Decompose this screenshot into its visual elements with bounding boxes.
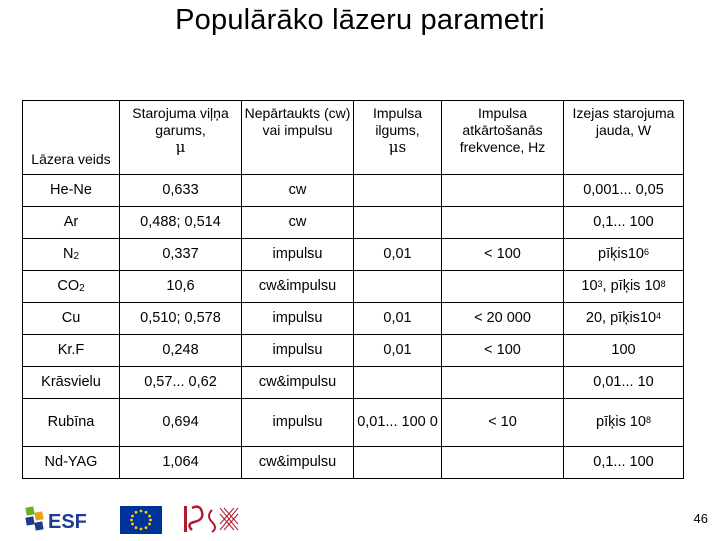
cell-mode: cw — [242, 175, 354, 207]
cell-frequency: < 10 — [442, 399, 564, 447]
cell-type: Ar — [23, 207, 120, 239]
header-laser-type: Lāzera veids — [23, 101, 120, 175]
cell-duration: 0,01... 100 0 — [354, 399, 442, 447]
power-rest: , pīķis 10 — [602, 278, 661, 294]
cell-power: 0,1... 100 — [564, 207, 684, 239]
cell-power — [564, 399, 684, 447]
institution-logo-icon — [180, 502, 242, 536]
cell-duration — [354, 175, 442, 207]
esf-logo — [22, 504, 102, 539]
formula-main: CO — [57, 278, 80, 294]
cell-power — [564, 271, 684, 303]
formula-subscript: 2 — [73, 251, 80, 262]
table-row — [23, 207, 684, 239]
power-exponent: 4 — [656, 311, 662, 321]
eu-flag-logo — [120, 506, 162, 539]
cell-duration: 0,01 — [354, 303, 442, 335]
cell-mode: cw&impulsu — [242, 447, 354, 479]
table-row — [23, 175, 684, 207]
cell-frequency — [442, 175, 564, 207]
table-header-row — [23, 101, 684, 175]
cell-mode: cw — [242, 207, 354, 239]
table-row — [23, 447, 684, 479]
cell-mode: impulsu — [242, 239, 354, 271]
header-power: Izejas starojuma jauda, W — [564, 101, 684, 175]
cell-power: 0,001... 0,05 — [564, 175, 684, 207]
header-duration-label: Impulsa ilgums, — [372, 105, 423, 138]
power-exponent: 3 — [597, 279, 603, 289]
cell-mode: impulsu — [242, 303, 354, 335]
table-row — [23, 367, 684, 399]
header-duration — [354, 101, 442, 175]
cell-power: 0,1... 100 — [564, 447, 684, 479]
formula-subscript: 2 — [79, 283, 85, 294]
institution-logo — [180, 502, 242, 541]
cell-frequency: < 100 — [442, 239, 564, 271]
cell-power — [564, 303, 684, 335]
cell-type: Nd-YAG — [23, 447, 120, 479]
power-main: 20, pīķis10 — [585, 310, 657, 326]
cell-power — [564, 239, 684, 271]
formula-main: N — [62, 246, 74, 262]
esf-logo-mark — [22, 504, 102, 534]
header-duration-unit: μs — [388, 138, 407, 156]
cell-power: 100 — [564, 335, 684, 367]
cell-duration — [354, 367, 442, 399]
esf-logo-text: ESF — [48, 511, 87, 533]
slide-title: Populārāko lāzeru parametri — [175, 4, 545, 36]
header-wavelength — [120, 101, 242, 175]
header-mode: Nepārtaukts (cw) vai impulsu — [242, 101, 354, 175]
power-exponent: 6 — [643, 247, 649, 257]
cell-wavelength: 0,488; 0,514 — [120, 207, 242, 239]
header-wavelength-label: Starojuma viļņa garums, — [132, 105, 229, 138]
cell-power: 0,01... 10 — [564, 367, 684, 399]
power-main: 10 — [581, 278, 598, 294]
cell-frequency — [442, 447, 564, 479]
cell-frequency — [442, 207, 564, 239]
cell-wavelength: 0,248 — [120, 335, 242, 367]
cell-duration: 0,01 — [354, 239, 442, 271]
laser-parameters-table — [22, 100, 684, 479]
cell-type — [23, 239, 120, 271]
cell-frequency — [442, 367, 564, 399]
cell-type: Kr.F — [23, 335, 120, 367]
power-exponent-2: 8 — [660, 279, 666, 289]
footer — [0, 498, 720, 540]
power-main: pīķis 10 — [596, 414, 646, 430]
cell-duration: 0,01 — [354, 335, 442, 367]
cell-duration — [354, 207, 442, 239]
cell-type: Rubīna — [23, 399, 120, 447]
cell-mode: cw&impulsu — [242, 367, 354, 399]
cell-type — [23, 271, 120, 303]
cell-wavelength: 0,633 — [120, 175, 242, 207]
cell-frequency: < 100 — [442, 335, 564, 367]
cell-mode: cw&impulsu — [242, 271, 354, 303]
cell-type: He-Ne — [23, 175, 120, 207]
cell-mode: impulsu — [242, 335, 354, 367]
cell-type: Cu — [23, 303, 120, 335]
table-row — [23, 399, 684, 447]
cell-frequency: < 20 000 — [442, 303, 564, 335]
table-row — [23, 335, 684, 367]
power-main: pīķis10 — [598, 246, 644, 262]
cell-wavelength: 1,064 — [120, 447, 242, 479]
table-row — [23, 303, 684, 335]
cell-wavelength: 0,57... 0,62 — [120, 367, 242, 399]
eu-flag-icon — [120, 506, 162, 534]
cell-wavelength: 10,6 — [120, 271, 242, 303]
cell-wavelength: 0,694 — [120, 399, 242, 447]
cell-wavelength: 0,510; 0,578 — [120, 303, 242, 335]
table-row — [23, 239, 684, 271]
table-row — [23, 271, 684, 303]
cell-wavelength: 0,337 — [120, 239, 242, 271]
cell-duration — [354, 271, 442, 303]
cell-duration — [354, 447, 442, 479]
cell-frequency — [442, 271, 564, 303]
header-wavelength-unit: μ — [175, 138, 186, 156]
cell-mode: impulsu — [242, 399, 354, 447]
page-number: 46 — [693, 511, 708, 526]
header-frequency: Impulsa atkārtošanās frekvence, Hz — [442, 101, 564, 175]
cell-type: Krāsvielu — [23, 367, 120, 399]
power-exponent: 8 — [645, 415, 651, 425]
